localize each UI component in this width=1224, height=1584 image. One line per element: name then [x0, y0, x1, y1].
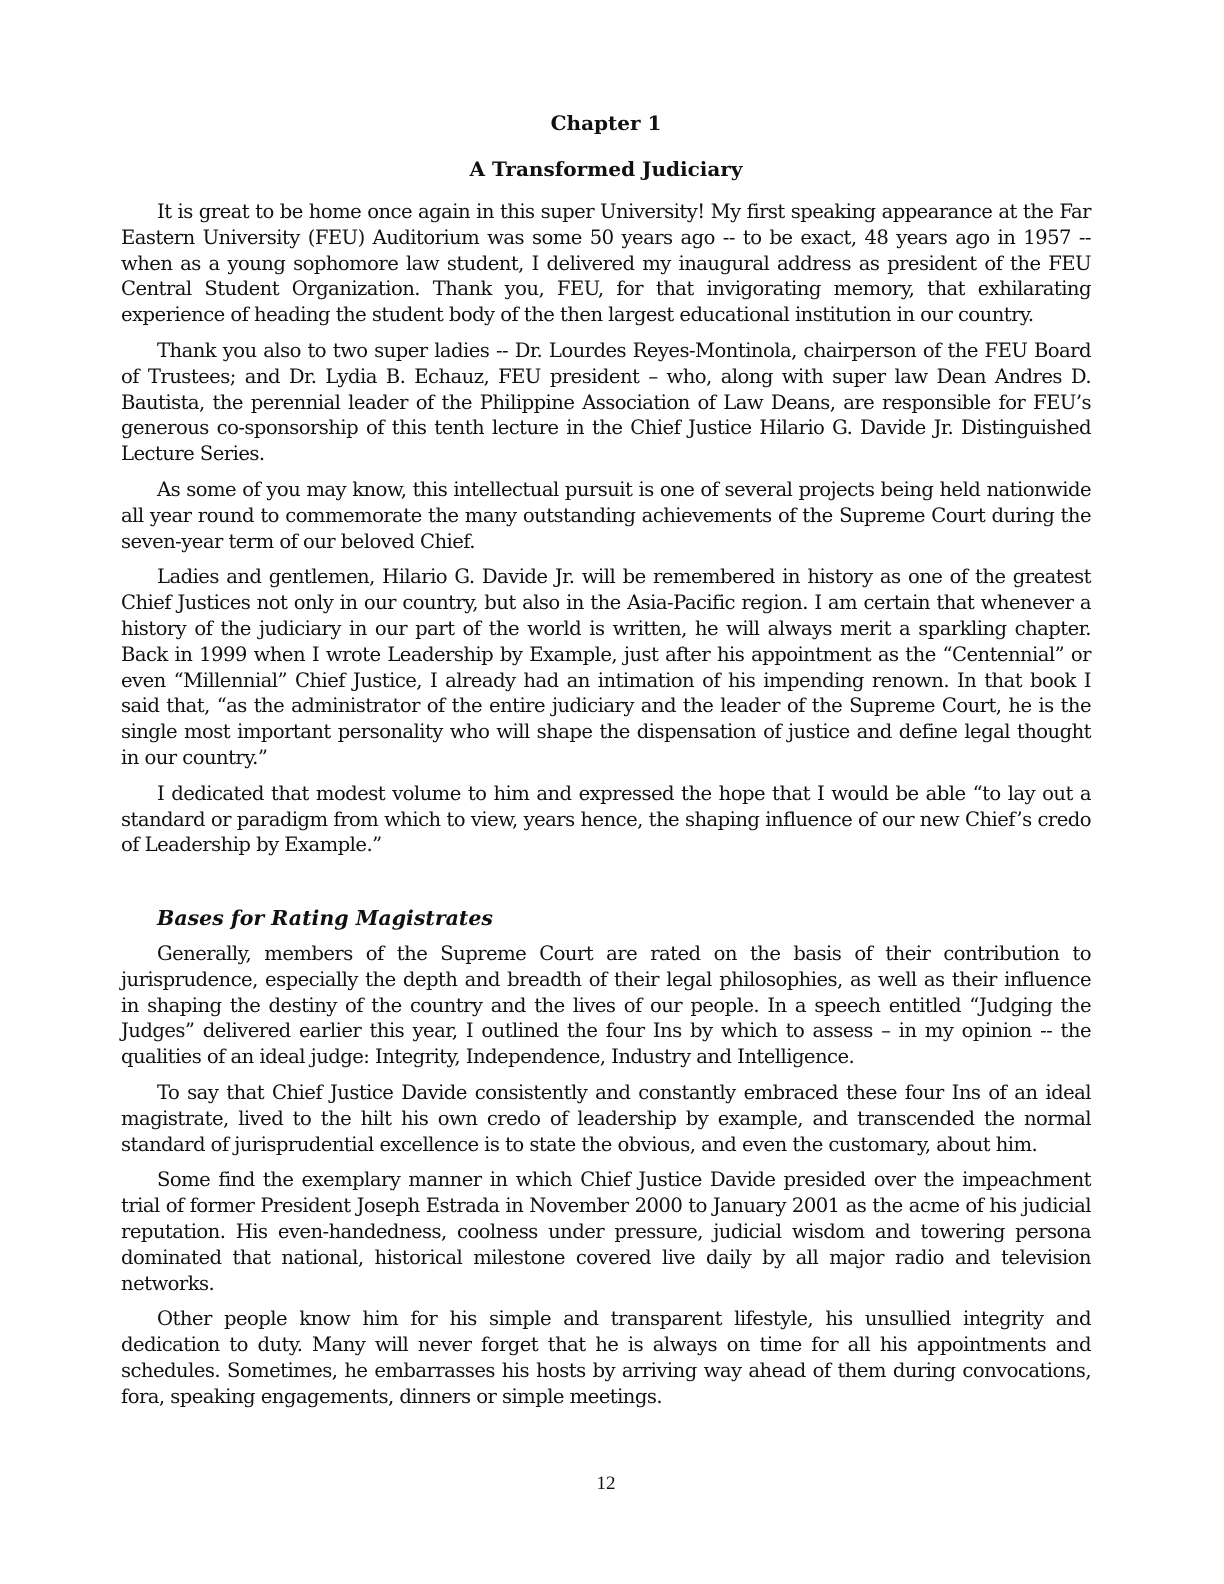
- paragraph: Ladies and gentlemen, Hilario G. Davide Jr. will be remembered in history as one of the greatest Chief Justices not only in our country, but also in the Asia-Pacific region. I am certain that whenever a history of the judiciary in our part of the world is written, he will always merit a sparkling chapter. Back in 1999 when I wrote Leadership by Example, just after his appointment as the “Centennial” or even “Millennial” Chief Justice, I already had an intimation of his impending renown. In that book I said that, “as the administrator of the entire judiciary and the leader of the Supreme Court, he is the single most important personality who will shape the dispensation of justice and define legal thought in our country.”: [121, 565, 1091, 769]
- paragraph: Some find the exemplary manner in which Chief Justice Davide presided over the impeachment trial of former President Joseph Estrada in November 2000 to January 2001 as the acme of his judicial reputation. His even-handedness, coolness under pressure, judicial wisdom and towering persona dominated that national, historical milestone covered live daily by all major radio and television networks.: [121, 1168, 1091, 1295]
- paragraph: As some of you may know, this intellectual pursuit is one of several projects being held nationwide all year round to commemorate the many outstanding achievements of the Supreme Court during the seven-year term of our beloved Chief.: [121, 477, 1091, 553]
- paragraph: To say that Chief Justice Davide consistently and constantly embraced these four Ins of an ideal magistrate, lived to the hilt his own credo of leadership by example, and transcended the normal standard of jurisprudential excellence is to state the obvious, and even the customary, about him.: [121, 1080, 1091, 1156]
- paragraph: I dedicated that modest volume to him and expressed the hope that I would be able “to lay out a standard or paradigm from which to view, years hence, the shaping influence of our new Chief’s credo of Leadership by Example.”: [121, 781, 1091, 857]
- section-body: [121, 941, 1091, 1420]
- chapter-title: A Transformed Judiciary: [469, 157, 743, 181]
- page-number: 12: [596, 1473, 616, 1494]
- intro-section: [121, 199, 1091, 868]
- document-page: [121, 0, 1091, 1584]
- paragraph: Thank you also to two super ladies -- Dr. Lourdes Reyes-Montinola, chairperson of the FEU Board of Trustees; and Dr. Lydia B. Echauz, FEU president – who, along with super law Dean Andres D. Bautista, the perennial leader of the Philippine Association of Law Deans, are responsible for FEU’s generous co-sponsorship of this tenth lecture in the Chief Justice Hilario G. Davide Jr. Distinguished Lecture Series.: [121, 338, 1091, 466]
- paragraph: Other people know him for his simple and transparent lifestyle, his unsullied integrity and dedication to duty. Many will never forget that he is always on time for all his appointments and schedules. Sometimes, he embarrasses his hosts by arriving way ahead of them during convocations, fora, speaking engagements, dinners or simple meetings.: [121, 1307, 1091, 1408]
- section-heading: Bases for Rating Magistrates: [157, 906, 493, 930]
- paragraph: Generally, members of the Supreme Court are rated on the basis of their contribution to jurisprudence, especially the depth and breadth of their legal philosophies, as well as their influence in shaping the destiny of the country and the lives of our people. In a speech entitled “Judging the Judges” delivered earlier this year, I outlined the four Ins by which to assess – in my opinion -- the qualities of an ideal judge: Integrity, Independence, Industry and Intelligence.: [121, 942, 1091, 1069]
- chapter-number: Chapter 1: [550, 111, 662, 135]
- paragraph: It is great to be home once again in this super University! My first speaking appearance at the Far Eastern University (FEU) Auditorium was some 50 years ago -- to be exact, 48 years ago in 1957 -- when as a young sophomore law student, I delivered my inaugural address as president of the FEU Central Student Organization. Thank you, FEU, for that invigorating memory, that exhilarating experience of heading the student body of the then largest educational institution in our country.: [121, 200, 1091, 327]
